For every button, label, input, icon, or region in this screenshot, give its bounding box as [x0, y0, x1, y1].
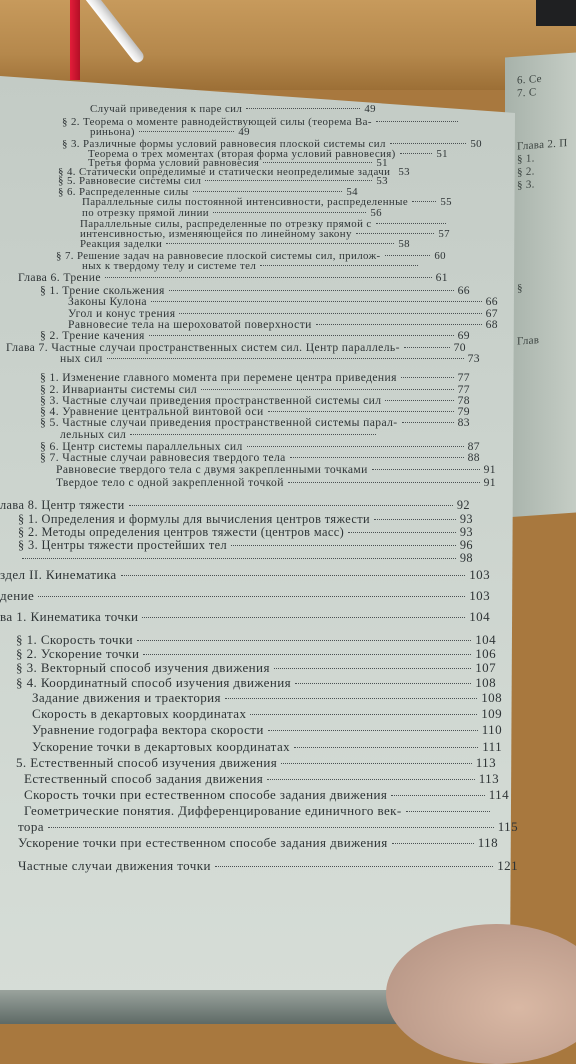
toc-entry-title: Равновесие твердого тела с двумя закрепленными точками	[56, 463, 368, 476]
toc-leader-dots	[179, 312, 481, 314]
toc-entry-title: тора	[18, 819, 44, 834]
toc-entry	[0, 609, 490, 625]
toc-entry-title: § 1. Трение скольжения	[40, 284, 165, 297]
toc-page-number: 53	[376, 175, 388, 187]
toc-page-number: 57	[438, 228, 450, 240]
toc-page-number: 111	[482, 739, 502, 754]
toc-leader-dots	[247, 445, 464, 447]
toc-leader-dots	[193, 190, 343, 192]
toc-leader-dots	[48, 826, 494, 828]
toc-page-number: 77	[457, 371, 470, 384]
toc-entry-title: § 7. Решение задач на равновесие плоской системы сил, прилож-	[56, 250, 381, 262]
toc-leader-dots	[391, 794, 484, 796]
toc-entry	[32, 690, 502, 706]
toc-leader-dots	[149, 334, 454, 336]
toc-entry-title: Частные случаи движения точки	[18, 858, 211, 873]
right-page-line: Глав	[517, 334, 540, 348]
toc-leader-dots	[121, 574, 466, 576]
toc-page-number: 56	[370, 207, 382, 219]
toc-page-number: 55	[440, 196, 452, 208]
toc-entry-title: дение	[0, 588, 35, 603]
toc-page-number: 50	[470, 138, 482, 150]
right-page-line: § 1.	[517, 152, 535, 166]
toc-page-number: 49	[364, 103, 376, 115]
toc-entry-title: Ускорение точки в декартовых координатах	[32, 739, 291, 754]
toc-entry	[16, 660, 496, 676]
toc-leader-dots	[274, 667, 471, 669]
toc-leader-dots	[348, 531, 456, 533]
toc-entry	[18, 819, 518, 835]
toc-entry-title: лельных сил	[60, 428, 127, 441]
toc-entry	[18, 551, 473, 566]
toc-entry-title: § 3. Частные случаи приведения пространственной системы сил	[40, 394, 382, 407]
toc-leader-dots	[376, 222, 446, 224]
toc-page-number: 88	[467, 451, 480, 464]
toc-page-number: 66	[485, 295, 498, 308]
toc-leader-dots	[316, 323, 482, 325]
toc-page-number: 108	[475, 675, 496, 690]
toc-entry-title: § 6. Распределенные силы	[58, 186, 189, 198]
toc-leader-dots	[267, 778, 475, 780]
toc-entry-title: § 4. Статически определимые и статически неопределимые задачи	[58, 166, 391, 178]
toc-page-number: 78	[457, 394, 470, 407]
toc-page-number: 83	[457, 416, 470, 429]
toc-leader-dots	[225, 697, 477, 699]
toc-page-number: 114	[488, 787, 509, 802]
toc-leader-dots	[268, 729, 478, 731]
toc-entry	[80, 238, 410, 250]
toc-entry-title: Естественный способ задания движения	[24, 771, 264, 786]
toc-page-number: 92	[456, 498, 470, 512]
toc-leader-dots	[38, 595, 465, 597]
toc-leader-dots	[22, 557, 456, 559]
toc-entry	[32, 739, 502, 755]
right-page-line: § 2.	[517, 165, 535, 179]
toc-entry-title: интенсивностью, изменяющейся по линейному закону	[80, 228, 352, 240]
toc-page-number: 73	[467, 352, 480, 365]
toc-page-number: 108	[481, 690, 502, 705]
toc-leader-dots	[169, 289, 454, 291]
toc-page-number: 49	[238, 126, 250, 138]
toc-page-number: 77	[457, 383, 470, 396]
toc-leader-dots	[205, 179, 372, 181]
toc-page-number: 107	[475, 660, 496, 675]
toc-entry-title: Скорость точки при естественном способе задания движения	[24, 787, 388, 802]
toc-entry	[60, 352, 480, 365]
toc-entry	[16, 755, 496, 771]
toc-page-number: 115	[497, 819, 518, 834]
toc-leader-dots	[166, 242, 394, 244]
toc-page-number: 91	[483, 476, 496, 489]
toc-entry	[32, 722, 502, 738]
toc-entry-title: § 3. Центры тяжести простейших тел	[18, 538, 228, 552]
toc-entry-title: Теорема о трех моментах (вторая форма условий равновесия)	[88, 148, 396, 160]
toc-entry-title: § 2. Инварианты системы сил	[40, 383, 198, 396]
toc-page-number: 54	[346, 186, 358, 198]
toc-entry	[32, 706, 502, 722]
toc-page-number: 113	[478, 771, 499, 786]
toc-page-number: 61	[435, 271, 448, 284]
toc-leader-dots	[356, 232, 435, 234]
toc-page-number: 96	[459, 538, 473, 552]
toc-entry-title: § 5. Равновесие системы сил	[58, 175, 202, 187]
toc-entry-title: Геометрические понятия. Дифференцирование единичного век-	[24, 803, 402, 818]
toc-entry	[56, 476, 496, 489]
toc-entry-title: Случай приведения к паре сил	[90, 103, 243, 115]
toc-page-number: 51	[436, 148, 448, 160]
toc-entry-title: Глава 6. Трение	[18, 271, 101, 284]
toc-entry	[56, 463, 496, 476]
toc-leader-dots	[412, 200, 436, 202]
right-page-line: § 3.	[517, 178, 535, 192]
toc-entry-title: по отрезку прямой линии	[82, 207, 209, 219]
toc-page-number: 106	[475, 646, 496, 661]
toc-leader-dots	[137, 639, 471, 641]
toc-leader-dots	[290, 456, 464, 458]
toc-entry-title: § 3. Векторный способ изучения движения	[16, 660, 270, 675]
toc-leader-dots	[201, 388, 453, 390]
toc-page-number: 66	[457, 284, 470, 297]
toc-page-number: 60	[434, 250, 446, 262]
toc-page-number: 87	[467, 440, 480, 453]
toc-leader-dots	[401, 376, 454, 378]
toc-page-number: 69	[457, 329, 470, 342]
toc-leader-dots	[372, 468, 480, 470]
toc-entry-title: Реакция заделки	[80, 238, 163, 250]
toc-entry	[18, 858, 518, 874]
toc-entry-title: § 1. Скорость точки	[16, 632, 134, 647]
toc-entry-title: Законы Кулона	[68, 295, 147, 308]
toc-entry-title: Ускорение точки при естественном способе задания движения	[18, 835, 388, 850]
toc-leader-dots	[400, 152, 433, 154]
toc-entry-title: § 2. Ускорение точки	[16, 646, 140, 661]
toc-entry-title: Равновесие тела на шероховатой поверхности	[68, 318, 312, 331]
toc-entry	[24, 787, 509, 803]
toc-entry-title: 5. Естественный способ изучения движения	[16, 755, 278, 770]
toc-entry-title: Скорость в декартовых координатах	[32, 706, 247, 721]
toc-entry	[24, 771, 499, 787]
toc-page-number: 70	[453, 341, 466, 354]
toc-entry-title: § 1. Определения и формулы для вычисления центров тяжести	[18, 512, 371, 526]
toc-leader-dots	[231, 544, 456, 546]
toc-page-number: 68	[485, 318, 498, 331]
toc-entry-title: Задание движения и траектория	[32, 690, 221, 705]
toc-entry-title: ва 1. Кинематика точки	[0, 609, 139, 624]
toc-page-number: 93	[459, 512, 473, 526]
toc-entry-title: Угол и конус трения	[68, 307, 176, 320]
toc-entry-title: § 5. Частные случаи приведения пространственной системы парал-	[40, 416, 398, 429]
toc-page-number: 67	[485, 307, 498, 320]
right-page-line: 6. Се	[517, 72, 542, 87]
toc-entry	[18, 271, 448, 284]
toc-page-number: 104	[469, 609, 490, 624]
right-page-line: Глава 2. П	[517, 137, 568, 153]
toc-entry-title: Третья форма условий равновесия	[88, 157, 260, 169]
toc-entry	[16, 675, 496, 691]
toc-leader-dots	[385, 399, 453, 401]
toc-entry-title: Глава 7. Частные случаи пространственных систем сил. Центр параллель-	[6, 341, 400, 354]
toc-leader-dots	[250, 713, 477, 715]
toc-entry-title: § 7. Частные случаи равновесия твердого тела	[40, 451, 286, 464]
toc-leader-dots	[260, 264, 418, 266]
toc-entry	[0, 498, 470, 513]
toc-leader-dots	[406, 810, 490, 812]
toc-entry-title: ных к твердому телу и системе тел	[82, 260, 257, 272]
right-page-line: §	[517, 282, 523, 295]
toc-leader-dots	[374, 518, 456, 520]
toc-entry	[24, 803, 494, 819]
toc-leader-dots	[142, 616, 465, 618]
toc-page-number: 103	[469, 588, 490, 603]
toc-leader-dots	[107, 357, 464, 359]
toc-leader-dots	[143, 653, 471, 655]
toc-entry	[90, 126, 250, 138]
toc-leader-dots	[402, 421, 454, 423]
toc-leader-dots	[105, 276, 432, 278]
toc-leader-dots	[263, 161, 372, 163]
toc-entry-title: § 6. Центр системы параллельных сил	[40, 440, 243, 453]
toc-entry-title: Параллельные силы, распределенные по отрезку прямой с	[80, 218, 372, 230]
toc-leader-dots	[130, 433, 376, 435]
toc-page-number: 98	[459, 551, 473, 565]
toc-page-number: 51	[376, 157, 388, 169]
toc-page-number: 113	[475, 755, 496, 770]
toc-page-number: 91	[483, 463, 496, 476]
toc-leader-dots	[281, 762, 472, 764]
toc-page-number: 53	[398, 166, 410, 178]
toc-entry-title: здел II. Кинематика	[0, 567, 117, 582]
toc-leader-dots	[288, 481, 480, 483]
toc-entry	[0, 567, 490, 583]
toc-leader-dots	[268, 410, 454, 412]
right-page-line: 7. С	[517, 86, 537, 100]
toc-leader-dots	[151, 300, 482, 302]
toc-leader-dots	[392, 842, 474, 844]
toc-leader-dots	[246, 107, 360, 109]
toc-leader-dots	[294, 746, 478, 748]
toc-entry-title: ных сил	[60, 352, 103, 365]
toc-entry-title: Твердое тело с одной закрепленной точкой	[56, 476, 284, 489]
toc-page-number: 118	[477, 835, 498, 850]
toc-leader-dots	[385, 254, 431, 256]
toc-entry-title: § 1. Изменение главного момента при перемене центра приведения	[40, 371, 397, 384]
toc-leader-dots	[404, 346, 450, 348]
toc-page-number: 93	[459, 525, 473, 539]
toc-entry-title: § 4. Уравнение центральной винтовой оси	[40, 405, 264, 418]
toc-entry-title: § 3. Различные формы условий равновесия плоской системы сил	[62, 138, 386, 150]
toc-page-number: 109	[481, 706, 502, 721]
toc-entry-title: § 2. Методы определения центров тяжести (центров масс)	[18, 525, 345, 539]
toc-entry	[18, 835, 498, 851]
toc-leader-dots	[129, 504, 453, 506]
toc-page-number: 103	[469, 567, 490, 582]
toc-leader-dots	[215, 865, 493, 867]
toc-entry-title: § 4. Координатный способ изучения движения	[16, 675, 292, 690]
toc-page-number: 104	[475, 632, 496, 647]
toc-page-number: 121	[497, 858, 518, 873]
toc-entry	[90, 103, 376, 115]
toc-leader-dots	[390, 142, 467, 144]
toc-leader-dots	[376, 120, 458, 122]
toc-page-number: 58	[398, 238, 410, 250]
toc-leader-dots	[139, 130, 234, 132]
toc-leader-dots	[295, 682, 471, 684]
toc-entry-title: § 2. Трение качения	[40, 329, 145, 342]
toc-entry-title: риньона)	[90, 126, 135, 138]
toc-entry-title: лава 8. Центр тяжести	[0, 498, 125, 512]
toc-leader-dots	[213, 211, 366, 213]
toc-entry-title: § 2. Теорема о моменте равнодействующей силы (теорема Ва-	[62, 116, 372, 128]
toc-page-number: 110	[481, 722, 502, 737]
toc-page-number: 79	[457, 405, 470, 418]
toc-entry	[0, 588, 490, 604]
toc-entry-title: Уравнение годографа вектора скорости	[32, 722, 264, 737]
toc-entry-title: Параллельные силы постоянной интенсивности, распределенные	[82, 196, 409, 208]
